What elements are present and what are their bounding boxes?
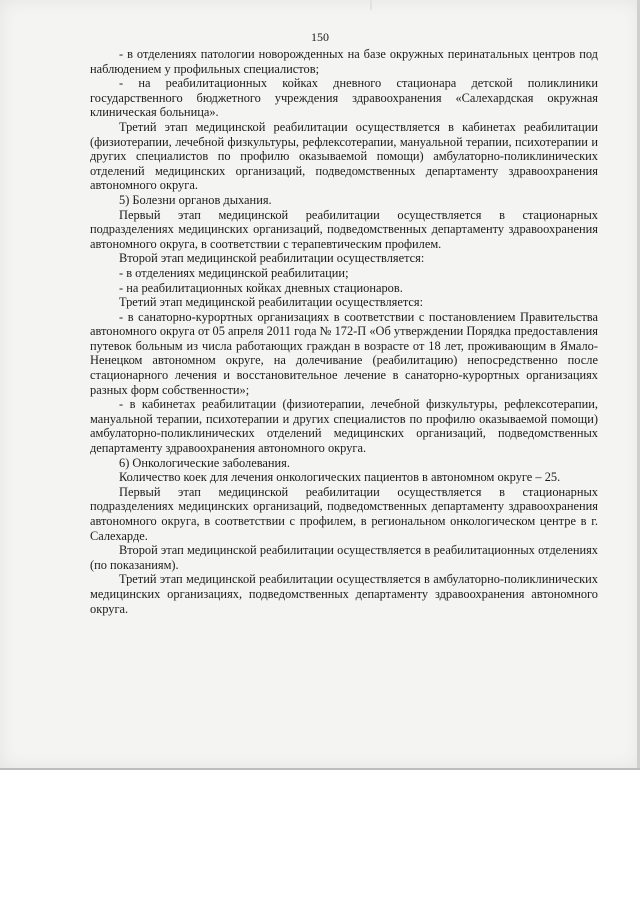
list-item: - в кабинетах реабилитации (физиотерапии, лечебной физкультуры, рефлексотерапии, мануальной терапии, психотерапии и других специалистов по профилю оказываемой помощи) амбулаторно-поликлинических отделений медицинских организаций, подведомственных департаменту здравоохранения автономного округа.: [90, 397, 598, 456]
scan-artifact: [370, 0, 372, 10]
paragraph: Первый этап медицинской реабилитации осуществляется в стационарных подразделениях медицинских организаций, подведомственных департаменту здравоохранения автономного округа, в соответствии с терапевтическим профилем.: [90, 207, 598, 251]
paragraph: Третий этап медицинской реабилитации осуществляется в амбулаторно-поликлинических медицинских организациях, подведомственных департаменту здравоохранения автономного округа.: [90, 572, 598, 616]
scan-edge-bottom: [0, 768, 640, 770]
paragraph: Второй этап медицинской реабилитации осуществляется в реабилитационных отделениях (по показаниям).: [90, 543, 598, 572]
paragraph: - на реабилитационных койках дневного стационара детской поликлиники государственного бюджетного учреждения здравоохранения «Салехардская окружная клиническая больница».: [90, 76, 598, 120]
paragraph: Третий этап медицинской реабилитации осуществляется:: [119, 295, 424, 310]
section-heading: 6) Онкологические заболевания.: [119, 455, 290, 470]
paragraph: - в отделениях патологии новорожденных на базе окружных перинатальных центров под наблюдением у профильных специалистов;: [90, 47, 598, 76]
section-heading: 5) Болезни органов дыхания.: [119, 192, 272, 207]
paragraph: Количество коек для лечения онкологических пациентов в автономном округе – 25.: [119, 470, 561, 485]
paragraph: Второй этап медицинской реабилитации осуществляется:: [119, 251, 425, 266]
paragraph: Первый этап медицинской реабилитации осуществляется в стационарных подразделениях медицинских организаций, подведомственных департаменту здравоохранения автономного округа, в соответствии с профилем, в региональном онкологическом центре в г. Салехарде.: [90, 484, 598, 543]
document-body: [90, 47, 598, 616]
page-number: 150: [311, 30, 329, 44]
list-item: - на реабилитационных койках дневных стационаров.: [119, 280, 403, 295]
list-item: - в санаторно-курортных организациях в соответствии с постановлением Правительства автономного округа от 05 апреля 2011 года № 172-П «Об утверждении Порядка предоставления путевок больным из числа работающих граждан в возрасте от 18 лет, проживающим в Ямало-Ненецком автономном округе, на долечивание (реабилитацию) непосредственно после стационарного лечения и восстановительное лечение в санаторно-курортных организациях разных форм собственности»;: [90, 309, 598, 397]
list-item: - в отделениях медицинской реабилитации;: [119, 265, 349, 280]
paragraph: Третий этап медицинской реабилитации осуществляется в кабинетах реабилитации (физиотерапии, лечебной физкультуры, рефлексотерапии, мануальной терапии, психотерапии и других специалистов по профилю оказываемой помощи) амбулаторно-поликлинических отделений медицинских организаций, подведомственных департаменту здравоохранения автономного округа.: [90, 119, 598, 193]
